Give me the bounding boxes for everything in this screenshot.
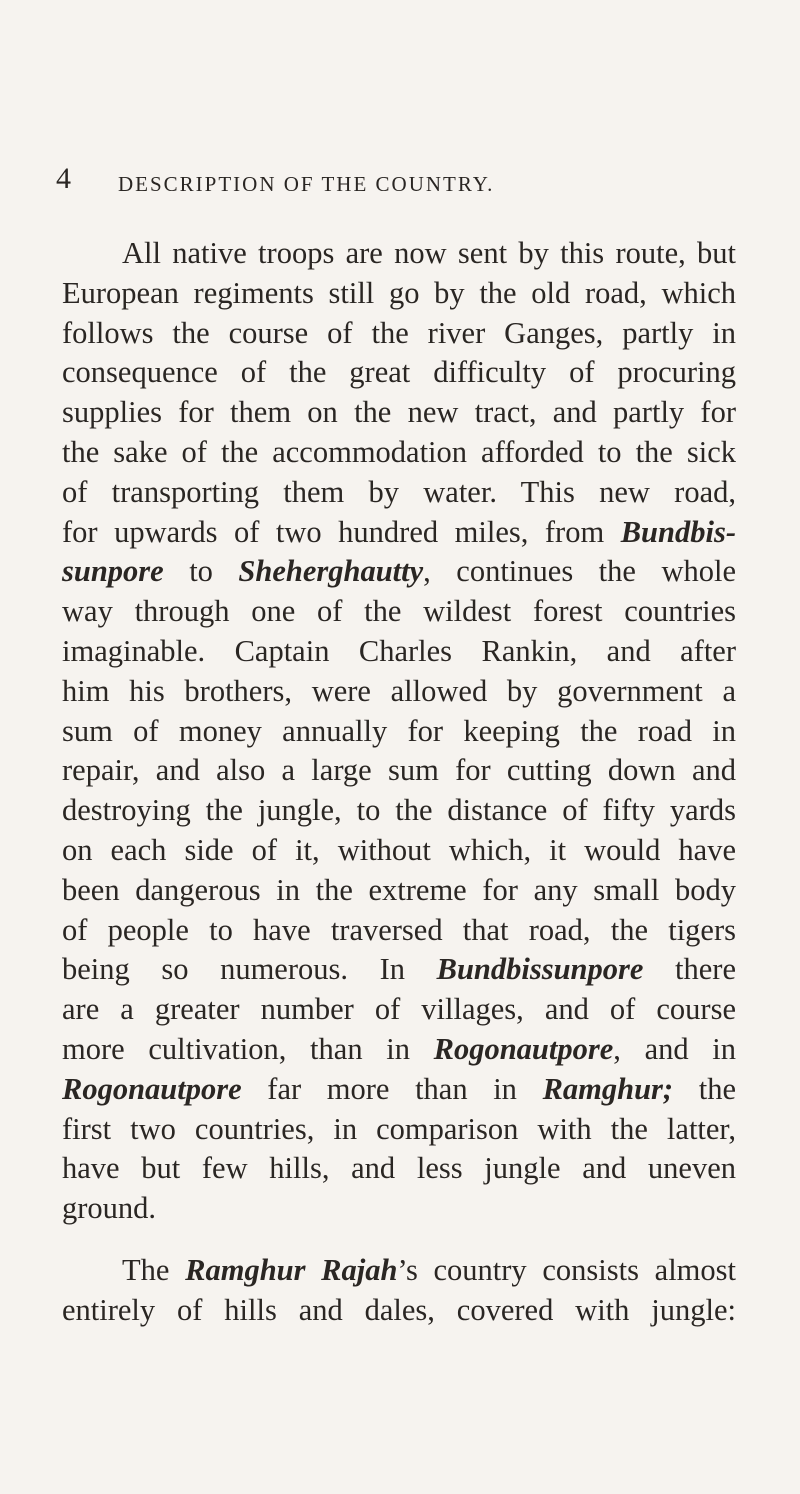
text-run: of transporting them by water. This new road, (62, 474, 736, 509)
text-run: imaginable. Captain Charles Rankin, and after (62, 634, 736, 668)
text-run: him his brothers, were allowed by government a (62, 673, 736, 708)
text-line (62, 755, 736, 786)
text-line (62, 514, 736, 549)
text-line (62, 994, 736, 1025)
italic-text: Sheherghautty (238, 554, 424, 589)
text-run: ’s country consists almost (397, 1253, 736, 1287)
text-run: to (163, 554, 239, 589)
text-run: consequence of the great difficulty of procuring (62, 355, 736, 390)
text-run: supplies for them on the new tract, and partly for (62, 395, 736, 430)
text-line (122, 1255, 736, 1286)
text-line (62, 954, 736, 985)
page-number: 4 (56, 162, 71, 195)
italic-text: Bundbissunpore (436, 952, 644, 987)
text-run: destroying the jungle, to the distance of fifty yards (62, 793, 736, 828)
text-line (62, 835, 736, 866)
text-line (62, 673, 736, 708)
text-line (62, 437, 736, 468)
text-line (62, 1193, 156, 1224)
text-line (62, 397, 736, 428)
text-run: All native troops are now sent by this route, but (122, 236, 736, 270)
text-run: ground. (62, 1191, 157, 1226)
text-line (62, 713, 736, 748)
text-run: repair, and also a large sum for cutting down and (62, 753, 736, 788)
text-line (62, 315, 736, 350)
text-run: the (673, 1071, 736, 1106)
text-line (62, 357, 736, 388)
text-line (122, 238, 736, 269)
text-run: on each side of it, without which, it would have (62, 833, 736, 867)
text-line (62, 1292, 736, 1327)
text-run: , and in (613, 1032, 736, 1066)
text-run: way through one of the wildest forest countries (62, 594, 736, 629)
text-line (62, 1111, 736, 1146)
text-line (62, 872, 736, 907)
text-run: sum of money annually for keeping the road in (62, 713, 736, 748)
italic-text: Bundbis- (620, 514, 736, 549)
text-line (62, 795, 736, 826)
italic-text: Rogonautpore (433, 1032, 614, 1066)
text-line (62, 556, 736, 587)
text-line (62, 1071, 736, 1106)
text-run: been dangerous in the extreme for any small body (62, 872, 736, 907)
italic-text: sunpore (62, 554, 164, 589)
text-run: are a greater number of villages, and of course (62, 992, 736, 1027)
text-run: there (643, 952, 736, 987)
text-run: being so numerous. In (62, 952, 437, 987)
text-run: entirely of hills and dales, covered with jungle: (62, 1292, 736, 1327)
text-run: , continues the whole (423, 554, 736, 589)
text-line (62, 912, 736, 947)
running-head: DESCRIPTION OF THE COUNTRY. (118, 172, 495, 196)
text-line (62, 275, 736, 310)
text-line (62, 636, 736, 667)
text-run: the sake of the accommodation afforded to the sick (62, 435, 736, 469)
text-line (62, 1034, 736, 1065)
text-run: follows the course of the river Ganges, partly in (62, 315, 736, 350)
italic-text: Ramghur; (542, 1071, 674, 1106)
text-line (62, 474, 736, 509)
text-run: far more than in (241, 1071, 543, 1106)
text-run: European regiments still go by the old road, which (62, 275, 736, 310)
text-run: first two countries, in comparison with the latter, (62, 1111, 736, 1146)
italic-text: Ramghur Rajah (185, 1253, 398, 1287)
text-run: have but few hills, and less jungle and uneven (62, 1151, 736, 1186)
text-run: of people to have traversed that road, the tigers (62, 912, 736, 947)
text-line (62, 1153, 736, 1184)
text-run: more cultivation, than in (62, 1032, 434, 1066)
text-run: The (122, 1253, 186, 1287)
text-line (62, 596, 736, 627)
text-run: for upwards of two hundred miles, from (62, 514, 621, 549)
italic-text: Rogonautpore (62, 1071, 242, 1106)
